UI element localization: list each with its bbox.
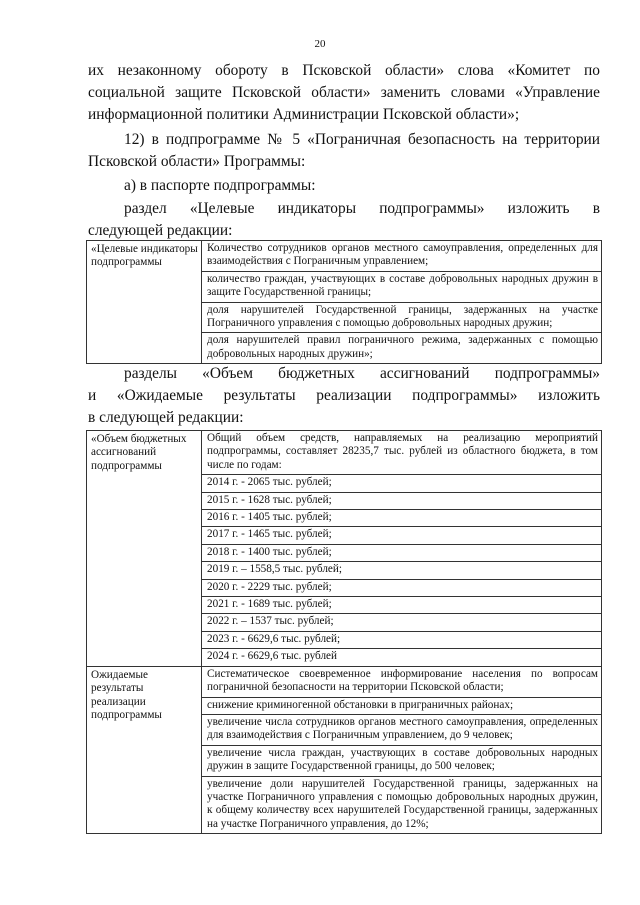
budget-year-item: 2022 г. – 1537 тыс. рублей; xyxy=(202,614,601,631)
budget-results-table xyxy=(86,430,602,834)
text-line: 12) в подпрограмме № 5 «Пограничная безопасность на территории xyxy=(124,131,600,148)
table-row xyxy=(87,431,602,667)
result-item: снижение криминогенной обстановки в приграничных районах; xyxy=(202,698,601,715)
text-line: а) в паспорте подпрограммы: xyxy=(124,177,316,194)
text-line: следующей редакции: xyxy=(88,222,233,240)
text-line: их незаконному обороту в Псковской области» слова «Комитет по xyxy=(88,62,600,79)
text-line: раздел «Целевые индикаторы подпрограммы» изложить в xyxy=(124,200,600,217)
result-item: Систематическое своевременное информирование населения по вопросам пограничной безопасности на территории Псковской области; xyxy=(202,667,601,698)
budget-year-item: 2014 г. - 2065 тыс. рублей; xyxy=(202,475,601,492)
section-2-paragraph xyxy=(88,363,600,430)
budget-item: Общий объем средств, направляемых на реализацию мероприятий подпрограммы, составляет 28235,7 тыс. рублей из областного бюджета, в том числе по годам: xyxy=(202,431,601,475)
budget-year-item: 2023 г. - 6629,6 тыс. рублей; xyxy=(202,632,601,649)
section-1-paragraph xyxy=(88,198,600,242)
text-line: информационной политики Администрации Псковской области»; xyxy=(88,106,520,124)
indicator-item: количество граждан, участвующих в составе добровольных народных дружин в защите Государственной границы; xyxy=(202,272,601,303)
indicator-item: Количество сотрудников органов местного самоуправления, определенных для взаимодействия с Пограничным управлением; xyxy=(202,241,601,272)
budget-year-item: 2020 г. - 2229 тыс. рублей; xyxy=(202,580,601,597)
text-line: разделы «Объем бюджетных ассигнований подпрограммы» xyxy=(124,365,600,382)
budget-year-item: 2015 г. - 1628 тыс. рублей; xyxy=(202,493,601,510)
budget-year-item: 2017 г. - 1465 тыс. рублей; xyxy=(202,527,601,544)
target-indicators-table xyxy=(86,240,602,364)
table-row xyxy=(87,666,602,833)
budget-year-item: 2021 г. - 1689 тыс. рублей; xyxy=(202,597,601,614)
table-label-cell: «Целевые индикаторы подпрограммы xyxy=(87,241,202,364)
item-12-paragraph xyxy=(88,129,600,173)
table-label-cell: Ожидаемые результаты реализации подпрограммы xyxy=(87,666,202,833)
table-content-cell xyxy=(202,666,602,833)
page-number: 20 xyxy=(314,38,326,50)
text-line: и «Ожидаемые результаты реализации подпрограммы» изложить xyxy=(88,387,600,405)
indicator-item: доля нарушителей Государственной границы, задержанных на участке Пограничного управления с помощью добровольных народных дружин; xyxy=(202,303,601,334)
table-content-cell xyxy=(202,241,602,364)
budget-year-item: 2019 г. – 1558,5 тыс. рублей; xyxy=(202,562,601,579)
table-content-cell xyxy=(202,431,602,667)
result-item: увеличение числа сотрудников органов местного самоуправления, определенных для взаимодействия с Пограничным управлением, до 9 человек; xyxy=(202,715,601,746)
indicator-item: доля нарушителей правил пограничного режима, задержанных с помощью добровольных народных дружин»; xyxy=(207,334,598,360)
result-item: увеличение числа граждан, участвующих в составе добровольных народных дружин в защите Государственной границы, до 500 человек; xyxy=(202,746,601,777)
text-line: социальной защите Псковской области» заменить словами «Управление xyxy=(88,84,600,102)
budget-year-item: 2016 г. - 1405 тыс. рублей; xyxy=(202,510,601,527)
intro-paragraph xyxy=(88,60,600,127)
result-item: увеличение доли нарушителей Государственной границы, задержанных на участке Пограничного управления с помощью добровольных народных дружин, к общему количеству всех нарушителей Государственной границы, задержанных на участке Пограничного управления, до 12%; xyxy=(207,777,598,830)
budget-year-item: 2018 г. - 1400 тыс. рублей; xyxy=(202,545,601,562)
text-line: Псковской области» Программы: xyxy=(88,153,306,171)
text-line: в следующей редакции: xyxy=(88,409,244,427)
table-label-cell: «Объем бюджетных ассигнований подпрограммы xyxy=(87,431,202,667)
item-a-paragraph xyxy=(88,175,600,197)
budget-year-item: 2024 г. - 6629,6 тыс. рублей xyxy=(207,650,337,663)
table-row xyxy=(87,241,602,364)
